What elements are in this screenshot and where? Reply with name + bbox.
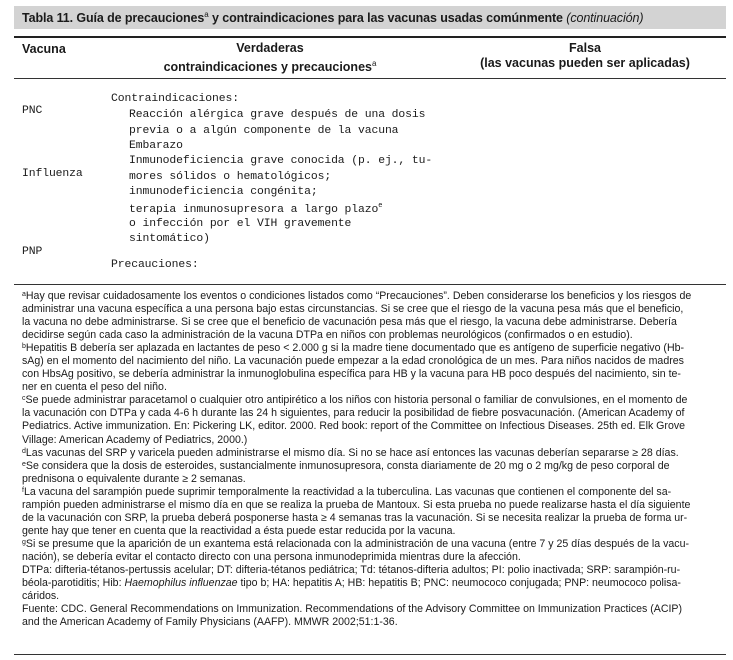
footnotes <box>22 290 722 629</box>
abbreviations-line: cáridos. <box>22 590 60 603</box>
footnote-c: $^c$Se puede administrar paracetamol o cualquier otro antipirético a los niños con historia personal o familiar de convulsiones, en el momento de <box>22 394 688 407</box>
table-title: Tabla 11. Guía de precauciones$^a$ y contraindicaciones para las vacunas usadas comúnmente (continuación) <box>22 10 644 26</box>
vaccine-influenza: Influenza <box>22 168 83 180</box>
footnote-b: $^b$Hepatitis B debería ser aplazada en lactantes de peso < 2.000 g si la madre tiene documentado que es antígeno de superficie negativo (Hb- <box>22 342 685 355</box>
footnote-a: $^a$Hay que revisar cuidadosamente los eventos o condiciones listados como “Precauciones”. Deben considerarse los beneficios y los riesgos de <box>22 290 692 302</box>
contraindication-line: Reacción alérgica grave después de una dosis <box>129 109 426 121</box>
footnote-f-line: rampión pueden administrarse el mismo día en que se realiza la prueba de Mantoux. Si esta prueba no puede realizarse hasta el día siguiente <box>22 498 691 511</box>
footnote-e-line: prednisona o equivalente durante ≥ 2 semanas. <box>22 472 246 485</box>
footnote-f: $^f$La vacuna del sarampión puede suprimir temporalmente la reactividad a la tuberculina. Las vacunas que contienen el componente del sa- <box>22 485 672 498</box>
contraindication-line: Embarazo <box>129 140 183 152</box>
abbreviations-line: béola-parotiditis; Hib: Haemophilus influenzae tipo b; HA: hepatitis A; HB: hepatitis B; PNC: neumococo conjugada; PNP: neumococo polisa- <box>22 577 681 590</box>
header-vacuna: Vacuna <box>22 42 66 56</box>
contraindication-line: o infección por el VIH gravemente <box>129 218 352 230</box>
footnote-c-line: la vacunación con DTPa y cada 4-6 h durante las 24 h siguientes, para reducir la posibilidad de fiebre posvacunación. (American Academy of <box>22 407 685 420</box>
continuation-label: (continuación) <box>566 11 644 26</box>
footnote-c-line: Pediatrics. Active immunization. En: Pickering LK, editor. 2000. Red book: report of the Committee on Infectious Diseases. 25th ed. Elk Grove <box>22 420 686 433</box>
contraindication-line: sintomático) <box>129 233 210 245</box>
header-verdaderas: Verdaderas contraindicaciones y precauciones$^a$ <box>163 41 377 75</box>
source-note-line: and the American Academy of Family Physicians (AAFP). MMWR 2002;51:1-36. <box>22 616 398 629</box>
vaccine-pnp: PNP <box>22 246 43 258</box>
footnote-f-line: gente hay que tener en cuenta que la reactividad a ésta puede estar reducida por la vacuna. <box>22 524 456 537</box>
bottom-rule <box>14 654 726 655</box>
header-top-rule <box>14 36 726 38</box>
footnote-a-line: administrar una vacuna específica a una persona bajo estas circunstancias. Si se cree que el riesgo de la vacuna pesa más que el beneficio, <box>22 303 684 316</box>
source-note: Fuente: CDC. General Recommendations on Immunization. Recommendations of the Advisory Committee on Immunization Practices (ACIP) <box>22 603 683 616</box>
footnote-g: $^g$Si se presume que la aparición de un exantema está relacionada con la administración de una vacuna (entre 7 y 25 días después de la vacu- <box>22 537 690 550</box>
vaccine-pnc: PNC <box>22 105 43 117</box>
footnote-b-line: con HbsAg positivo, se debería administrar la inmunoglobulina específica para HB y la vacuna para HB poco después del nacimiento, sin te- <box>22 368 681 381</box>
contraindication-line: mores sólidos o hematológicos; <box>129 171 332 183</box>
abbreviations: DTPa: difteria-tétanos-pertussis acelular; DT: difteria-tétanos pediátrica; Td: tétanos-difteria adultos; PI: polio inactivada; SRP: sarampión-ru- <box>22 563 681 576</box>
footnote-a-line: la vacuna no debe administrarse. Si se cree que el beneficio de vacunación pesa más que el riesgo, la vacuna debe administrarse. Debería <box>22 316 677 329</box>
header-falsa: Falsa (las vacunas pueden ser aplicadas) <box>480 41 690 70</box>
footnote-b-line: sAg) en el momento del nacimiento del niño. La vacunación puede empezar a la edad cronológica de un mes. Para niños nacidos de madres <box>22 355 684 368</box>
header-bottom-rule <box>14 78 726 79</box>
precautions-label: Precauciones: <box>111 259 199 271</box>
footnotes-rule <box>14 284 726 285</box>
footnote-d: $^d$Las vacunas del SRP y varicela pueden administrarse el mismo día. Si no se hace así entonces las vacunas deberían separarse ≥ 28 días. <box>22 446 679 459</box>
footnote-f-line: de la vacunación con SRP, la prueba deberá posponerse hasta ≥ 4 semanas tras la vacunación. Si se necesita realizar la prueba de forma ur- <box>22 511 688 524</box>
footnote-a-line: decidirse según cada caso la administración de la vacuna DTPa en niños con problemas neurológicos (confirmados o en estudio). <box>22 329 633 342</box>
contraindication-line: terapia inmunosupresora a largo plazo$^e$ <box>129 202 383 216</box>
contraindications-label: Contraindicaciones: <box>111 93 239 105</box>
contraindication-line: Inmunodeficiencia grave conocida (p. ej., tu- <box>129 155 433 167</box>
footnote-e: $^e$Se considera que la dosis de esteroides, sustancialmente inmunosupresora, consta diariamente de 20 mg o 2 mg/kg de peso corporal de <box>22 459 670 472</box>
contraindication-line: previa o a algún componente de la vacuna <box>129 125 399 137</box>
footnote-c-line: Village: American Academy of Pediatrics, 2000.) <box>22 433 248 446</box>
contraindication-line: inmunodeficiencia congénita; <box>129 186 318 198</box>
footnote-b-line: ner en cuenta el peso del niño. <box>22 381 167 394</box>
footnote-g-line: nación), se debería evitar el contacto directo con una persona inmunodeprimida mientras dure la afección. <box>22 550 521 563</box>
